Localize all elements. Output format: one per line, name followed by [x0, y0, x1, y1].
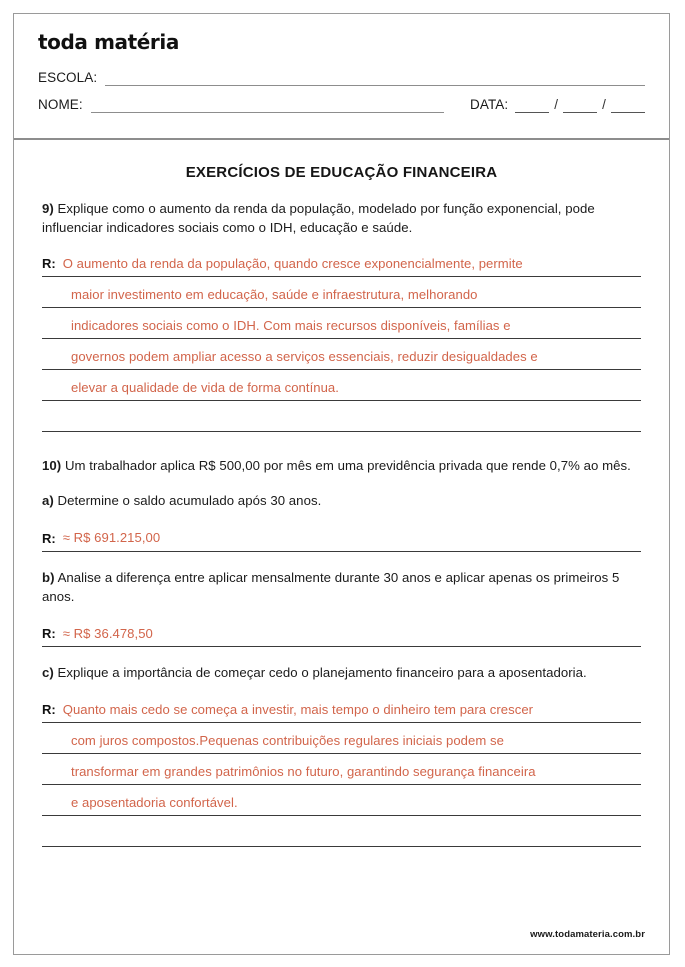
- answer-line-blank[interactable]: [42, 401, 641, 432]
- answer-line[interactable]: [42, 692, 641, 723]
- subquestion-10c: [42, 663, 641, 682]
- answer-text: indicadores sociais como o IDH. Com mais recursos disponíveis, famílias e: [71, 319, 511, 334]
- subquestion-10a: [42, 491, 641, 510]
- answer-text: O aumento da renda da população, quando cresce exponencialmente, permite: [62, 257, 523, 272]
- answer-block-10a: [42, 521, 641, 552]
- answer-line-blank[interactable]: [42, 816, 641, 847]
- answer-label: R:: [42, 701, 56, 717]
- answer-line[interactable]: [42, 785, 641, 816]
- page-title: EXERCÍCIOS DE EDUCAÇÃO FINANCEIRA: [185, 164, 498, 181]
- subquestion-10b-text: Analise a diferença entre aplicar mensalmente durante 30 anos e aplicar apenas os primeiros 5 anos.: [42, 569, 620, 604]
- worksheet-header: [14, 14, 669, 140]
- nome-label: NOME:: [38, 96, 83, 112]
- subquestion-10c-letter: c): [42, 664, 54, 680]
- answer-label: R:: [42, 530, 56, 546]
- answer-label: R:: [42, 625, 56, 641]
- answer-line[interactable]: [42, 616, 641, 647]
- section-gap: [42, 434, 641, 456]
- answer-text: ≈ R$ 691.215,00: [62, 531, 161, 546]
- question-9: [42, 199, 641, 237]
- worksheet-sheet: [13, 13, 670, 955]
- answer-block-10c: [42, 692, 641, 847]
- answer-text: maior investimento em educação, saúde e infraestrutura, melhorando: [71, 288, 478, 303]
- answer-text: e aposentadoria confortável.: [71, 795, 238, 810]
- answer-line[interactable]: [42, 723, 641, 754]
- question-10-text: Um trabalhador aplica R$ 500,00 por mês em uma previdência privada que rende 0,7% ao mês.: [64, 458, 631, 474]
- question-10: [42, 456, 641, 475]
- data-month-input[interactable]: [563, 102, 597, 113]
- answer-block-9: [42, 246, 641, 432]
- question-9-number: 9): [42, 201, 54, 216]
- answer-text: com juros compostos.Pequenas contribuições regulares iniciais podem se: [71, 733, 504, 748]
- worksheet-body: [14, 140, 669, 847]
- answer-line[interactable]: [42, 308, 641, 339]
- question-10-number: 10): [42, 458, 62, 474]
- answer-line[interactable]: [42, 754, 641, 785]
- data-field-group: [444, 98, 645, 113]
- answer-line[interactable]: [42, 277, 641, 308]
- question-9-text: Explique como o aumento da renda da população, modelado por função exponencial, pode influenciar indicadores sociais como o IDH, educação e saúde.: [42, 201, 595, 236]
- answer-block-10b: [42, 616, 641, 647]
- data-label: DATA:: [470, 96, 509, 112]
- nome-input-rule[interactable]: [91, 102, 444, 113]
- answer-text-empty: [42, 425, 641, 431]
- nome-field-row: [38, 98, 645, 113]
- answer-text: governos podem ampliar acesso a serviços essenciais, reduzir desigualdades e: [71, 350, 538, 365]
- date-separator-2: /: [602, 96, 606, 112]
- escola-field-row: [38, 71, 645, 86]
- answer-text-empty: [42, 840, 641, 846]
- answer-line[interactable]: [42, 339, 641, 370]
- subquestion-10b-letter: b): [42, 569, 55, 585]
- date-separator-1: /: [554, 96, 559, 112]
- answer-text: elevar a qualidade de vida de forma contínua.: [71, 381, 339, 396]
- data-day-input[interactable]: [515, 102, 549, 113]
- footer-url: www.todamateria.com.br: [530, 929, 645, 940]
- answer-line[interactable]: [42, 521, 641, 552]
- subquestion-10b: [42, 568, 641, 606]
- answer-label: R:: [42, 256, 56, 272]
- subquestion-10a-letter: a): [42, 493, 54, 509]
- subquestion-10a-text: Determine o saldo acumulado após 30 anos.: [57, 493, 322, 509]
- subquestion-10c-text: Explique a importância de começar cedo o planejamento financeiro para a aposentadoria.: [57, 664, 587, 680]
- answer-text: transformar em grandes patrimônios no futuro, garantindo segurança financeira: [71, 764, 536, 779]
- answer-line[interactable]: [42, 246, 641, 277]
- escola-label: ESCOLA:: [38, 70, 98, 85]
- answer-line[interactable]: [42, 370, 641, 401]
- answer-text: ≈ R$ 36.478,50: [62, 626, 153, 641]
- brand-logo: toda matéria: [38, 30, 179, 54]
- answer-text: Quanto mais cedo se começa a investir, mais tempo o dinheiro tem para crescer: [62, 702, 534, 717]
- escola-input-rule[interactable]: [105, 75, 645, 86]
- data-year-input[interactable]: [611, 102, 645, 113]
